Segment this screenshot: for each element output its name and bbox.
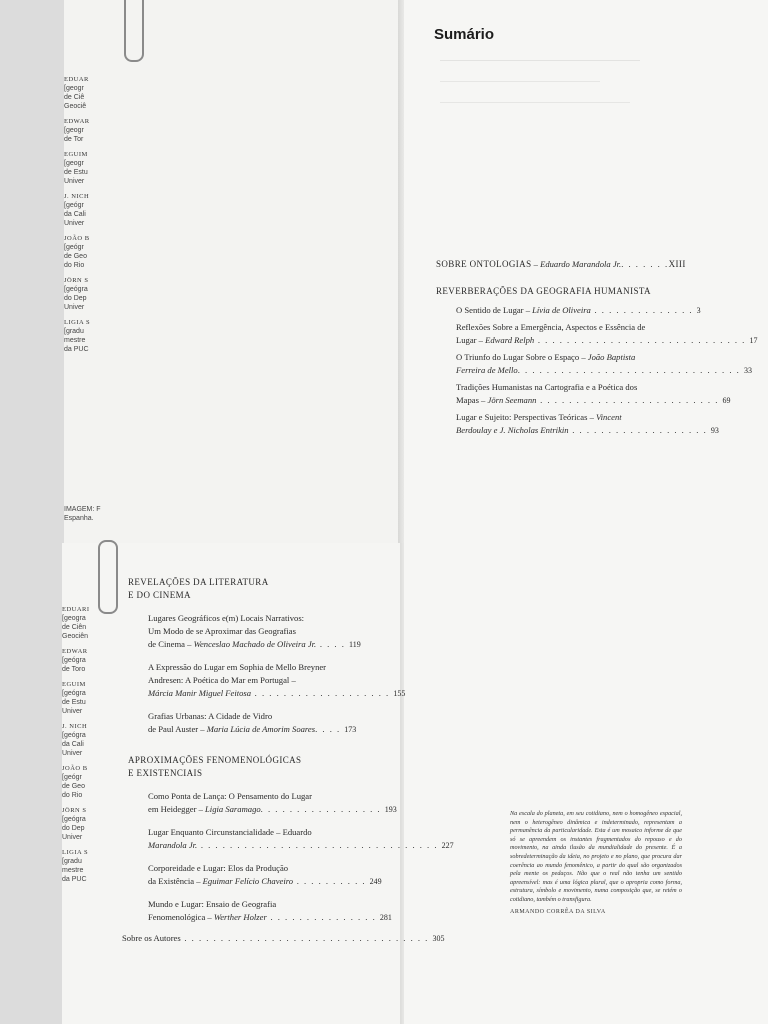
- bio-fragment: EDUARI: [62, 606, 90, 613]
- bio-fragment: [geogra: [62, 615, 86, 622]
- bio-fragment: Univer: [64, 178, 85, 185]
- bio-fragment: de Toro: [62, 666, 86, 673]
- bio-fragment: do Rio: [64, 262, 85, 269]
- toc-entry[interactable]: [456, 381, 731, 407]
- page-number: 193: [384, 805, 397, 814]
- author-bio-strip-top: [64, 75, 114, 354]
- entry-author: Eguimar Felício Chaveiro: [202, 876, 294, 886]
- entry-author: Vincent: [596, 412, 622, 422]
- toc-top: [436, 258, 758, 437]
- entry-author: Lívia de Oliveira: [532, 305, 591, 315]
- toc-bottom: [128, 576, 454, 924]
- leader-dots: . . . .: [316, 639, 350, 649]
- toc-entry[interactable]: [148, 790, 397, 816]
- bio-fragment: Univer: [62, 750, 83, 757]
- top-left-page: [64, 0, 404, 543]
- entry-author: Werther Holzer: [213, 912, 267, 922]
- leader-dots: . . . .: [315, 724, 345, 734]
- toc-entry[interactable]: [456, 411, 719, 437]
- page-number: 227: [441, 841, 454, 850]
- bio-fragment: J. NICH: [62, 723, 88, 730]
- page-number: 249: [369, 877, 382, 886]
- leader-dots: . . . . . . . . . . . . . . . . . . .: [251, 688, 394, 698]
- page-number: 17: [749, 336, 758, 345]
- entry-title: Fenomenológica –: [148, 912, 214, 922]
- bio-fragment: JOÃO B: [62, 765, 88, 772]
- entry-author: Edward Relph: [485, 335, 535, 345]
- epigraph-author: ARMANDO CORRÊA DA SILVA: [510, 908, 606, 915]
- bio-fragment: [geógra: [62, 816, 86, 823]
- entry-title: da Existência –: [148, 876, 203, 886]
- entry-author: Jörn Seemann: [487, 395, 537, 405]
- bio-fragment: LIGIA S: [64, 319, 91, 326]
- entry-title: Grafias Urbanas: A Cidade de Vidro: [148, 711, 273, 721]
- page-number: 3: [696, 306, 701, 315]
- epigraph-text: Na escala do planeta, em seu cotidiano, nem o homogêneo espacial, nem o heterogêneo dinâmica e indeterminado, representam a permanência da particularidade. Esta é um mosaico informe de que só se apreendem os instantes fragmentados do repouso e do movimento, na ainda ilusão da mundialidade do presente. É a sobredeterminação da ideia, no projeto e no plano, que procura dar coerência ao mundo fenomênico, a partir do qual são organizados pela mente os pedaços. Não que o real não tenha um sentido apreensível: mas é uma lógica plural, que o apropria como forma, estrutura, símbolo e movimento, numa composição que, se retém o cotidiano, também o transfigura.: [510, 810, 682, 903]
- toc-entry[interactable]: [456, 351, 752, 377]
- entry-title: O Triunfo do Lugar Sobre o Espaço –: [456, 352, 588, 362]
- entry-author: Wenceslao Machado de Oliveira Jr.: [193, 639, 317, 649]
- bio-fragment: EDWAR: [62, 648, 88, 655]
- credit-fragment: IMAGEM: F: [64, 506, 101, 513]
- entry-title: O Sentido de Lugar –: [456, 305, 533, 315]
- entry-author: Ligia Saramago: [205, 804, 261, 814]
- entry-title: Mapas –: [456, 395, 488, 405]
- page-number: 69: [722, 396, 731, 405]
- bio-fragment: EGUIM: [62, 681, 86, 688]
- bio-fragment: do Rio: [62, 792, 83, 799]
- entry-author: Maria Lúcia de Amorim Soares: [206, 724, 316, 734]
- bio-fragment: JOÃO B: [64, 235, 90, 242]
- bio-fragment: [geogr: [64, 127, 84, 134]
- entry-author: Marandola Jr.: [148, 840, 198, 850]
- bio-fragment: [geogr: [64, 160, 84, 167]
- toc-entry[interactable]: [148, 612, 374, 651]
- toc-entry[interactable]: [456, 321, 758, 347]
- bio-fragment: de Tor: [64, 136, 84, 143]
- leader-dots: . . . . . . . . . . . . . .: [590, 305, 697, 315]
- entry-title: em Heidegger –: [148, 804, 206, 814]
- bio-fragment: [geógra: [62, 732, 86, 739]
- bio-fragment: J. NICH: [64, 193, 90, 200]
- entry-title: Lugar –: [456, 335, 486, 345]
- bio-fragment: EGUIM: [64, 151, 88, 158]
- credit-fragment: Espanha.: [64, 515, 94, 522]
- bio-fragment: [geogr: [64, 85, 84, 92]
- section-heading: REVELAÇÕES DA LITERATURA E DO CINEMA: [128, 577, 269, 600]
- section-heading: REVERBERAÇÕES DA GEOGRAFIA HUMANISTA: [436, 286, 651, 296]
- bio-fragment: [geógra: [64, 286, 88, 293]
- toc-closing[interactable]: Sobre os Autores . . . . . . . . . . . . . . . . . . . . . . . . . . . . . . . . . . 305: [122, 933, 445, 943]
- bio-fragment: [geógra: [62, 690, 86, 697]
- entry-title: Lugares Geográficos e(m) Locais Narrativos:: [148, 613, 305, 623]
- page-number: 93: [710, 426, 719, 435]
- bio-fragment: da PUC: [62, 876, 87, 883]
- entry-author: João Baptista: [587, 352, 636, 362]
- leader-dots: . . . . . . . . . . . . . . . . . . . . . . . . . . . . . . .: [517, 365, 744, 375]
- entry-title: Lugar e Sujeito: Perspectivas Teóricas –: [456, 412, 597, 422]
- leader-dots: . . . . . . . . . . . . . . . . . . . . . . . . . . . . .: [534, 335, 750, 345]
- page-number: 119: [349, 640, 361, 649]
- entry-title: Como Ponta de Lança: O Pensamento do Lugar: [148, 791, 312, 801]
- bio-fragment: da Cali: [62, 741, 84, 748]
- paper-clip-icon: [98, 540, 118, 614]
- page-number: 155: [393, 689, 406, 698]
- bio-fragment: EDUAR: [64, 76, 89, 83]
- bio-fragment: [gradu: [64, 328, 84, 335]
- leader-dots: . . . . . . . . . . . . . . . . . . . . . . . . . . . . . . . . .: [197, 840, 442, 850]
- bio-fragment: JÖRN S: [64, 277, 89, 284]
- bio-fragment: [geógr: [62, 774, 82, 781]
- bio-fragment: de Geo: [64, 253, 87, 260]
- bio-fragment: mestre: [64, 337, 86, 344]
- toc-entry[interactable]: [456, 304, 701, 317]
- image-credit-strip: [64, 505, 114, 523]
- bio-fragment: JÖRN S: [62, 807, 87, 814]
- bio-fragment: LIGIA S: [62, 849, 89, 856]
- entry-title: Lugar Enquanto Circunstancialidade – Eduardo: [148, 827, 312, 837]
- page-number: 33: [743, 366, 752, 375]
- leader-dots: . . . . . . . . . . . . . . .: [266, 912, 380, 922]
- bio-fragment: Univer: [62, 834, 83, 841]
- paper-clip-icon: [124, 0, 144, 62]
- bio-fragment: [geógr: [64, 244, 84, 251]
- bio-fragment: de Ciê: [64, 94, 85, 101]
- entry-title: Tradições Humanistas na Cartografia e a Poética dos: [456, 382, 638, 392]
- entry-title: Corporeidade e Lugar: Elos da Produção: [148, 863, 289, 873]
- bio-fragment: [geógr: [64, 202, 84, 209]
- leader-dots: . . . . . . . . . . . . . . . . . . .: [568, 425, 711, 435]
- bio-fragment: de Estu: [64, 169, 88, 176]
- bio-fragment: [gradu: [62, 858, 82, 865]
- entry-title: A Expressão do Lugar em Sophia de Mello Breyner: [148, 662, 327, 672]
- section-heading: APROXIMAÇÕES FENOMENOLÓGICAS E EXISTENCIAIS: [128, 755, 302, 778]
- bio-fragment: Geociê: [64, 103, 87, 110]
- page-title: Sumário: [434, 26, 495, 43]
- entry-author: Berdoulay e J. Nicholas Entrikin: [456, 425, 569, 435]
- bio-fragment: de Ciên: [62, 624, 87, 631]
- leader-dots: . . . . . . . . . .: [293, 876, 370, 886]
- toc-entry[interactable]: [148, 826, 454, 852]
- bio-fragment: Univer: [64, 220, 85, 227]
- toc-entry[interactable]: [148, 710, 374, 736]
- bio-fragment: de Geo: [62, 783, 85, 790]
- bio-fragment: Univer: [64, 304, 85, 311]
- bio-fragment: [geógra: [62, 657, 86, 664]
- epigraph: [510, 810, 682, 916]
- entry-title: de Cinema –: [148, 639, 194, 649]
- author-bio-strip-bottom: [62, 605, 112, 884]
- toc-entry[interactable]: [148, 898, 392, 924]
- entry-author: Ferreira de Mello: [456, 365, 518, 375]
- bio-fragment: de Estu: [62, 699, 86, 706]
- entry-title: de Paul Auster –: [148, 724, 207, 734]
- page-number: 281: [379, 913, 392, 922]
- show-through-text: [440, 60, 660, 123]
- leader-dots: . . . . . . . . . . . . . . . . .: [260, 804, 385, 814]
- toc-entry[interactable]: [148, 661, 406, 700]
- entry-title: Reflexões Sobre a Emergência, Aspectos e Essência de: [456, 322, 646, 332]
- entry-title: Um Modo de se Aproximar das Geografias: [148, 626, 296, 636]
- bio-fragment: mestre: [62, 867, 84, 874]
- entry-title: Andresen: A Poética do Mar em Portugal –: [148, 675, 296, 685]
- bio-fragment: da PUC: [64, 346, 89, 353]
- bio-fragment: EDWAR: [64, 118, 90, 125]
- page-number: 173: [344, 725, 357, 734]
- bottom-right-page: [404, 543, 768, 1024]
- bio-fragment: da Cali: [64, 211, 86, 218]
- bio-fragment: do Dep: [62, 825, 85, 832]
- toc-entry[interactable]: [148, 862, 382, 888]
- toc-intro[interactable]: SOBRE ONTOLOGIAS – Eduardo Marandola Jr.. . . . . . .XIII: [436, 259, 686, 269]
- leader-dots: . . . . . . . . . . . . . . . . . . . . . . . . .: [536, 395, 723, 405]
- bio-fragment: do Dep: [64, 295, 87, 302]
- entry-author: Márcia Manir Miguel Feitosa: [148, 688, 252, 698]
- bio-fragment: Geociên: [62, 633, 89, 640]
- bio-fragment: Univer: [62, 708, 83, 715]
- entry-title: Mundo e Lugar: Ensaio de Geografia: [148, 899, 277, 909]
